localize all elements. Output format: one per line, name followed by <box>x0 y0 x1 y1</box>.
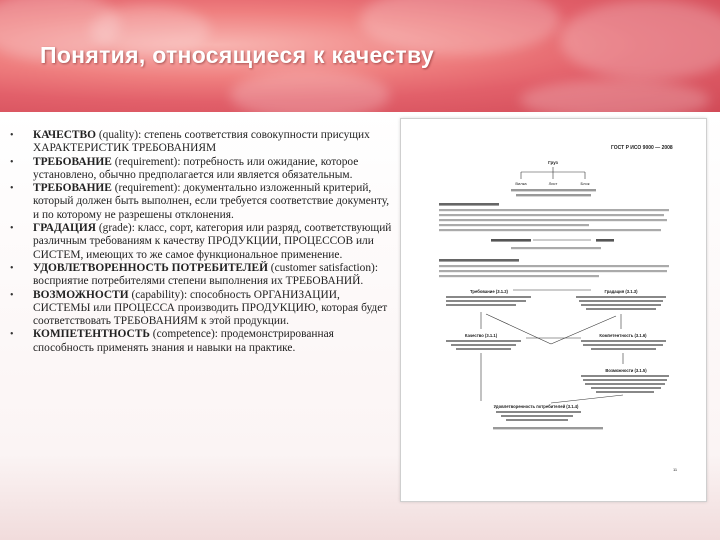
document-page-drawing <box>401 119 706 501</box>
bullet-icon: • <box>10 223 14 235</box>
definition: (quality): степень соответствия совокупности присущих ХАРАКТЕРИСТИК ТРЕБОВАНИЯМ <box>33 129 370 155</box>
list-item <box>10 289 395 329</box>
list-item <box>10 129 395 156</box>
bullet-icon: • <box>10 130 14 141</box>
slide-header <box>0 0 720 112</box>
definition: (requirement): документально изложенный критерий, который должен быть выполнен, если требуется соответствие документу, и по которому не разрешены отклонения. <box>33 182 390 221</box>
list-item <box>10 222 395 262</box>
bullet-icon: • <box>10 329 14 341</box>
list-item <box>10 156 395 183</box>
definition: (grade): класс, сорт, категория или разряд, соответствующий различным требованиям к качеству ПРОДУКЦИИ, ПРОЦЕССОВ или СИСТЕМ, имеющих то же самое функциональное применение. <box>33 222 392 261</box>
definition: (capability): способность ОРГАНИЗАЦИИ, СИСТЕМЫ или ПРОЦЕССА производить ПРОДУКЦИЮ, которая будет соответствовать ТРЕБОВАНИЯМ к этой продукции. <box>33 288 388 328</box>
term: УДОВЛЕТВОРЕННОСТЬ ПОТРЕБИТЕЛЕЙ <box>33 261 268 274</box>
definitions-list <box>10 129 395 355</box>
list-item <box>10 182 395 222</box>
definition: (requirement): потребность или ожидание, которое установлено, обычно предполагается или является обязательным. <box>33 155 359 181</box>
page-number: 11 <box>673 467 678 472</box>
term: ВОЗМОЖНОСТИ <box>33 288 129 301</box>
box-competence: Компетентность (3.1.6) <box>599 333 647 338</box>
box-customer-satisfaction: Удовлетворенность потребителей (3.1.4) <box>493 404 579 409</box>
term: ТРЕБОВАНИЕ <box>33 182 112 195</box>
list-item <box>10 262 395 289</box>
term: КАЧЕСТВО <box>33 129 96 141</box>
tree-child: Блок <box>580 181 590 186</box>
document-page-image <box>400 118 707 502</box>
box-grade: Градация (3.1.3) <box>604 289 638 294</box>
bullet-icon: • <box>10 183 14 195</box>
slide-title: Понятия, относящиеся к качеству <box>40 42 434 68</box>
tree-root: Груз <box>548 160 558 165</box>
bullet-icon: • <box>10 289 14 301</box>
definition: (customer satisfaction): восприятие потребителями степени выполнения их ТРЕБОВАНИЙ. <box>33 261 379 288</box>
box-capability: Возможности (3.1.5) <box>605 368 647 373</box>
box-quality: Качество (3.1.1) <box>464 333 498 338</box>
term: КОМПЕТЕНТНОСТЬ <box>33 328 150 341</box>
bullet-icon: • <box>10 156 14 168</box>
term: ГРАДАЦИЯ <box>33 222 96 235</box>
list-item <box>10 328 395 355</box>
tree-child: Вилка <box>515 181 527 186</box>
term: ТРЕБОВАНИЕ <box>33 155 112 168</box>
box-requirement: Требование (3.1.2) <box>470 289 508 294</box>
bullet-icon: • <box>10 262 14 274</box>
tree-child: Лист <box>548 181 558 186</box>
doc-header: ГОСТ Р ИСО 9000 — 2008 <box>611 145 673 151</box>
definition: (competence): продемонстрированная способность применять знания и навыки на практике. <box>33 328 334 354</box>
